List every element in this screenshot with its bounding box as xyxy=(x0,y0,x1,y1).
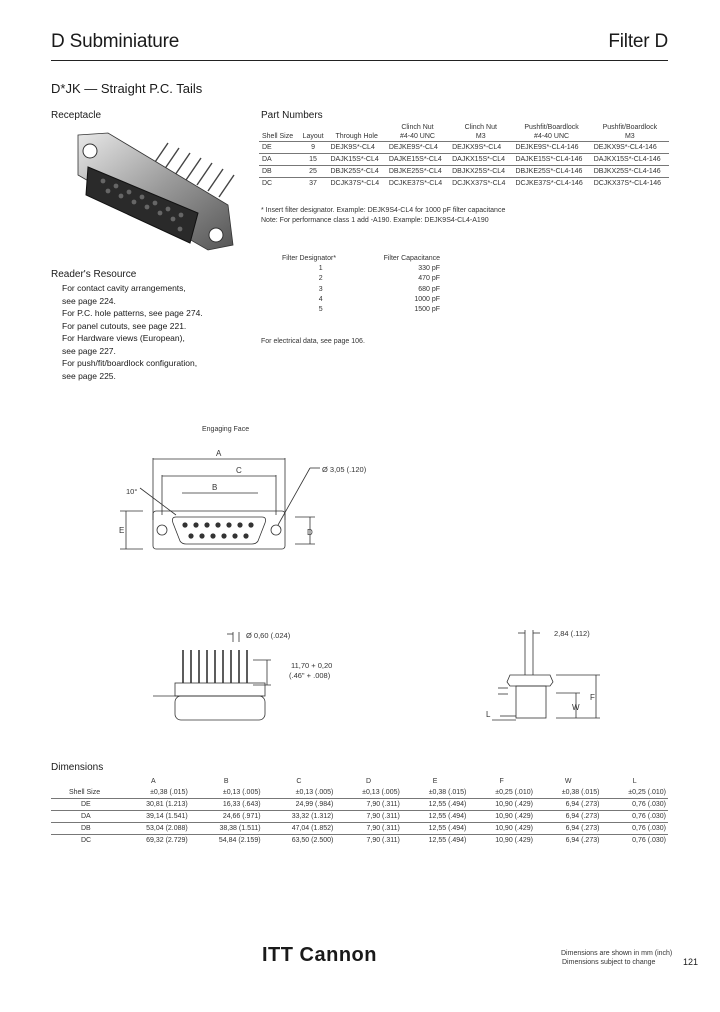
table-cell: 47,04 (1.852) xyxy=(263,823,336,835)
table-cell: DBJK25S*-CL4 xyxy=(327,166,385,178)
table-row xyxy=(282,284,440,294)
col-header: Pushfit/Boardlock M3 xyxy=(602,124,658,140)
header-rule xyxy=(51,60,668,61)
table-cell: 2 xyxy=(318,275,323,283)
engaging-face-label: Engaging Face xyxy=(202,426,250,433)
table-cell: 6,94 (.273) xyxy=(535,811,601,823)
footer-note: Dimensions subject to change xyxy=(562,959,656,966)
page-title-left: D Subminiature xyxy=(51,31,180,52)
table-cell: 6,94 (.273) xyxy=(535,823,601,835)
col-header: Layout xyxy=(302,132,324,140)
table-row xyxy=(259,178,669,190)
table-cell: 24,66 (.971) xyxy=(190,811,263,823)
table-cell: ±0,13 (.005) xyxy=(362,789,400,796)
table-cell: 6,94 (.273) xyxy=(535,799,601,811)
col-header: L xyxy=(632,778,637,785)
col-header: F xyxy=(499,778,504,785)
table-cell: 30,81 (1.213) xyxy=(117,799,190,811)
table-cell: 7,90 (.311) xyxy=(335,799,401,811)
table-cell: 5 xyxy=(318,306,323,314)
table-cell: DCJKX37S*-CL4 xyxy=(449,178,512,190)
col-header: Clinch Nut M3 xyxy=(464,124,497,140)
resource-line: see page 227. xyxy=(62,345,116,356)
table-cell: ±0,38 (.015) xyxy=(150,789,188,796)
table-cell: DE xyxy=(259,142,299,154)
dim-label-w: W xyxy=(572,703,580,712)
table-cell: DCJKE37S*-CL4 xyxy=(386,178,449,190)
table-row xyxy=(282,263,440,273)
side-view-drawing xyxy=(145,620,445,740)
table-cell: 69,32 (2.729) xyxy=(117,835,190,847)
table-cell: 33,32 (1.312) xyxy=(263,811,336,823)
table-cell: 37 xyxy=(299,178,328,190)
table-cell: DA xyxy=(51,811,117,823)
col-header: Filter Capacitance xyxy=(383,254,440,262)
part-numbers-table xyxy=(259,124,669,189)
table-cell: 25 xyxy=(299,166,328,178)
table-cell: 0,76 (.030) xyxy=(601,811,668,823)
table-cell: 38,38 (1.511) xyxy=(190,823,263,835)
table-cell: DCJKX37S*-CL4-146 xyxy=(591,178,669,190)
table-cell: 4 xyxy=(318,295,323,303)
table-cell: ±0,13 (.005) xyxy=(222,789,261,796)
dim-label-l: L xyxy=(486,710,491,719)
table-cell: 12,55 (.494) xyxy=(402,823,469,835)
table-cell: 54,84 (2.159) xyxy=(190,835,263,847)
table-cell: 12,55 (.494) xyxy=(402,811,469,823)
table-cell: DEJKX9S*-CL4 xyxy=(449,142,512,154)
table-row xyxy=(51,835,668,847)
table-cell: DBJKE25S*-CL4 xyxy=(386,166,449,178)
col-header: D xyxy=(366,778,372,785)
table-cell: DAJK15S*-CL4 xyxy=(327,154,385,166)
dim-label-a: A xyxy=(216,449,222,458)
table-cell: 10,90 (.429) xyxy=(468,835,535,847)
table-header-row xyxy=(51,776,668,787)
col-header: Pushfit/Boardlock #4-40 UNC xyxy=(524,124,579,140)
table-cell: 15 xyxy=(299,154,328,166)
table-cell: ±0,13 (.005) xyxy=(295,789,334,796)
table-cell: DBJKE25S*-CL4-146 xyxy=(512,166,590,178)
table-cell: 0,76 (.030) xyxy=(601,835,668,847)
table-cell: DAJKX15S*-CL4-146 xyxy=(591,154,669,166)
table-cell: 10,90 (.429) xyxy=(468,823,535,835)
resource-line: For push/fit/boardlock configuration, xyxy=(62,358,198,368)
dim-label-b: B xyxy=(212,483,218,492)
brand-logo: ITT Cannon xyxy=(262,944,377,966)
table-cell: DCJK37S*-CL4 xyxy=(327,178,385,190)
resource-line: For contact cavity arrangements, xyxy=(62,283,186,293)
table-cell: DC xyxy=(51,835,117,847)
table-cell: DEJKE9S*-CL4-146 xyxy=(512,142,590,154)
table-cell: 10,90 (.429) xyxy=(468,811,535,823)
pin-diameter-label: Ø 0,60 (.024) xyxy=(246,631,291,640)
hole-diameter-label: Ø 3,05 (.120) xyxy=(322,465,367,474)
col-header: Shell Size xyxy=(262,132,294,140)
table-cell: DA xyxy=(259,154,299,166)
table-cell: 1500 pF xyxy=(414,306,440,314)
table-cell: DEJKE9S*-CL4 xyxy=(386,142,449,154)
table-header-row xyxy=(259,124,669,142)
table-cell: DAJKE15S*-CL4-146 xyxy=(512,154,590,166)
dimensions-title: Dimensions xyxy=(51,762,104,773)
table-row xyxy=(282,274,440,284)
resource-line: For panel cutouts, see page 221. xyxy=(62,320,187,331)
dim-label-f: F xyxy=(590,693,595,702)
dim-label-c: C xyxy=(236,466,242,475)
table-cell: DE xyxy=(51,799,117,811)
table-row xyxy=(282,294,440,304)
table-cell: 7,90 (.311) xyxy=(335,823,401,835)
table-cell: 12,55 (.494) xyxy=(402,799,469,811)
resource-line: see page 225. xyxy=(62,370,116,381)
page-title-right: Filter D xyxy=(608,31,668,52)
table-cell: 680 pF xyxy=(418,285,440,293)
table-cell: 16,33 (.643) xyxy=(190,799,263,811)
table-cell: 6,94 (.273) xyxy=(535,835,601,847)
table-cell: DB xyxy=(51,823,117,835)
footer-note: Dimensions are shown in mm (inch) xyxy=(561,950,673,957)
dim-label-e: E xyxy=(119,526,125,535)
col-header: Filter Designator* xyxy=(282,254,337,262)
angle-label: 10° xyxy=(126,487,138,496)
table-cell: DBJKX25S*-CL4-146 xyxy=(591,166,669,178)
dimensions-table xyxy=(51,776,668,846)
table-cell: 330 pF xyxy=(418,264,440,272)
table-cell: 24,99 (.984) xyxy=(263,799,336,811)
col-header: E xyxy=(432,778,438,785)
table-row xyxy=(51,799,668,811)
page-number: 121 xyxy=(683,957,699,967)
table-header-row xyxy=(282,253,440,263)
table-cell: 12,55 (.494) xyxy=(402,835,469,847)
table-cell: DC xyxy=(259,178,299,190)
table-cell: ±0,38 (.015) xyxy=(428,789,467,796)
pitch-label: 2,84 (.112) xyxy=(554,629,590,638)
end-view-drawing xyxy=(480,620,610,730)
table-cell: DCJKE37S*-CL4-146 xyxy=(512,178,590,190)
table-cell: 470 pF xyxy=(418,275,440,283)
table-row xyxy=(259,154,669,166)
col-header: B xyxy=(223,778,229,785)
readers-resource-title: Reader's Resource xyxy=(51,269,137,280)
table-cell: 7,90 (.311) xyxy=(335,811,401,823)
table-cell: DEJK9S*-CL4 xyxy=(327,142,385,154)
table-cell: 1 xyxy=(318,264,323,272)
table-cell: DAJKX15S*-CL4 xyxy=(449,154,512,166)
table-cell: 10,90 (.429) xyxy=(468,799,535,811)
table-cell: ±0,25 (.010) xyxy=(628,789,666,796)
table-cell: 63,50 (2.500) xyxy=(263,835,336,847)
table-cell: 3 xyxy=(318,285,323,293)
table-cell: 9 xyxy=(299,142,328,154)
part-numbers-title: Part Numbers xyxy=(261,110,323,121)
dim-label-d: D xyxy=(307,528,313,537)
tail-length-label: 11,70 + 0,20 xyxy=(291,661,333,670)
filter-capacitance-table xyxy=(282,253,440,315)
table-cell: Shell Size xyxy=(69,789,101,796)
receptacle-image xyxy=(68,125,240,270)
table-cell: 39,14 (1.541) xyxy=(117,811,190,823)
table-cell: DEJKX9S*-CL4-146 xyxy=(591,142,669,154)
col-header: W xyxy=(564,778,572,785)
resource-line: For Hardware views (European), xyxy=(62,333,185,343)
table-row xyxy=(259,142,669,154)
table-row xyxy=(259,166,669,178)
tolerance-row xyxy=(51,787,668,799)
col-header: Clinch Nut #4-40 UNC xyxy=(399,124,435,140)
col-header: Through Hole xyxy=(335,132,378,140)
table-cell: DB xyxy=(259,166,299,178)
table-row xyxy=(51,823,668,835)
resource-line: see page 224. xyxy=(62,295,116,306)
part-numbers-note: * Insert filter designator. Example: DEJK9S4-CL4 for 1000 pF filter capacitance xyxy=(261,207,506,214)
table-cell: 53,04 (2.088) xyxy=(117,823,190,835)
col-header: A xyxy=(151,778,156,785)
table-row xyxy=(282,304,440,314)
table-cell: 1000 pF xyxy=(414,295,440,303)
table-cell: 0,76 (.030) xyxy=(601,823,668,835)
table-cell: 7,90 (.311) xyxy=(335,835,401,847)
readers-resource-list xyxy=(62,282,262,382)
electrical-data-note: For electrical data, see page 106. xyxy=(261,338,365,345)
col-header: C xyxy=(296,778,302,785)
resource-line: For P.C. hole patterns, see page 274. xyxy=(62,308,203,318)
engaging-face-drawing xyxy=(110,420,440,570)
table-row xyxy=(51,811,668,823)
table-cell: ±0,25 (.010) xyxy=(495,789,533,796)
table-cell: ±0,38 (.015) xyxy=(561,789,600,796)
table-cell: 0,76 (.030) xyxy=(601,799,668,811)
table-cell: DBJKX25S*-CL4 xyxy=(449,166,512,178)
section-subtitle: D*JK — Straight P.C. Tails xyxy=(51,81,203,96)
receptacle-label: Receptacle xyxy=(51,110,102,121)
part-numbers-note: Note: For performance class 1 add -A190. Example: DEJK9S4-CL4-A190 xyxy=(261,217,489,224)
table-cell: DAJKE15S*-CL4 xyxy=(386,154,449,166)
tail-length-inch-label: (.46" + .008) xyxy=(289,671,331,680)
